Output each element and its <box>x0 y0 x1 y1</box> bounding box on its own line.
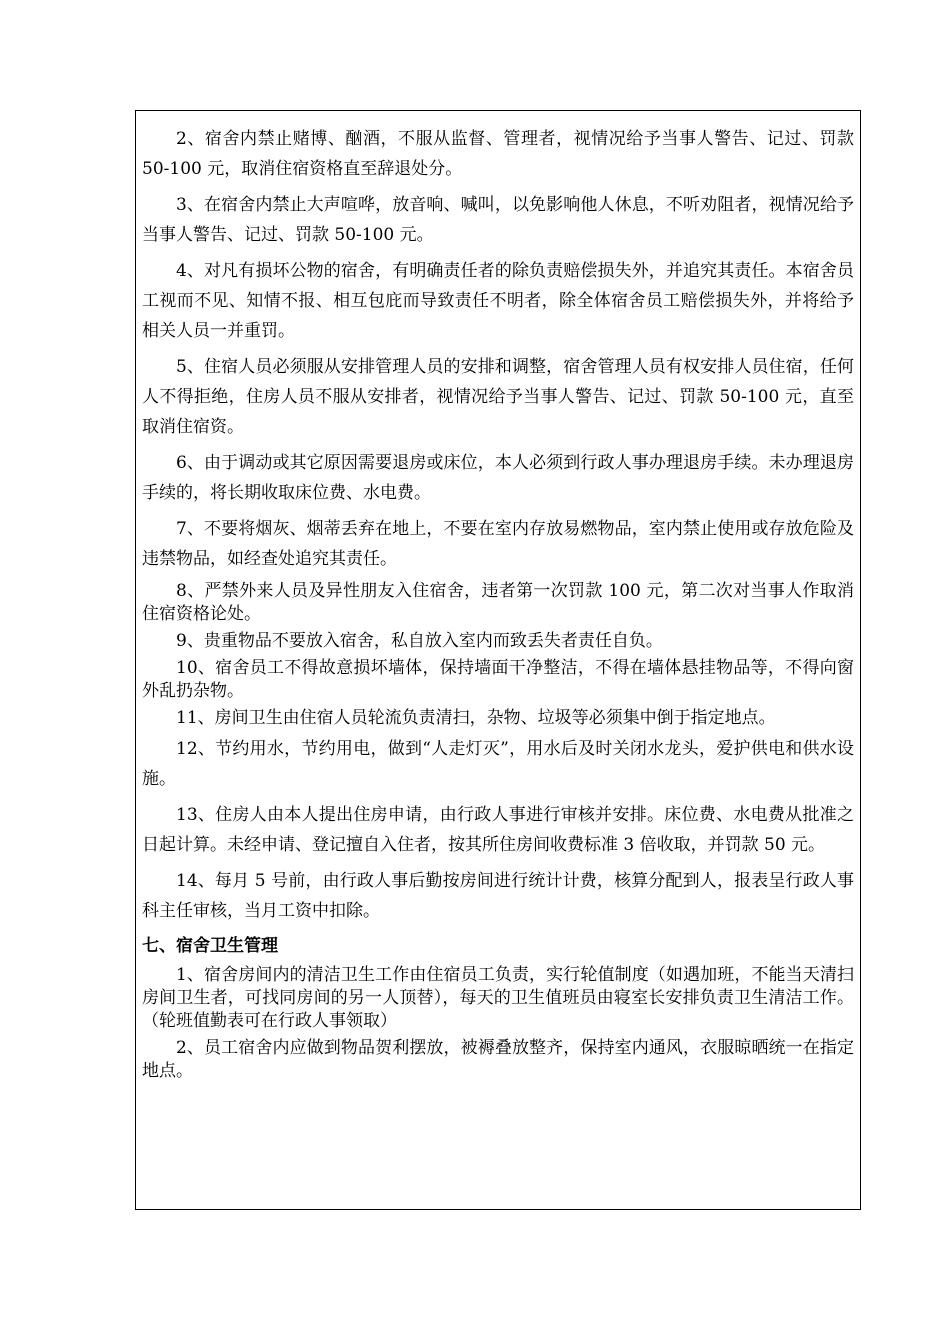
rule-paragraph: 12、节约用水，节约用电，做到“人走灯灭”，用水后及时关闭水龙头，爱护供电和供水设施。 <box>142 739 854 789</box>
rule-paragraph: 10、宿舍员工不得故意损坏墙体，保持墙面干净整洁，不得在墙体悬挂物品等，不得向窗外乱扔杂物。 <box>142 658 854 701</box>
rule-paragraph: 3、在宿舍内禁止大声喧哗，放音响、喊叫，以免影响他人休息，不听劝阻者，视情况给予当事人警告、记过、罚款 50-100 元。 <box>142 195 854 245</box>
section-title: 七、宿舍卫生管理 <box>142 936 278 956</box>
rule-paragraph: 9、贵重物品不要放入宿舍，私自放入室内而致丢失者责任自负。 <box>176 631 663 651</box>
rule-paragraph: 11、房间卫生由住宿人员轮流负责清扫，杂物、垃圾等必须集中倒于指定地点。 <box>176 708 776 728</box>
rule-paragraph: 5、住宿人员必须服从安排管理人员的安排和调整，宿舍管理人员有权安排人员住宿，任何人不得拒绝，住房人员不服从安排者，视情况给予当事人警告、记过、罚款 50-100 元，直至取消住宿资。 <box>142 357 854 437</box>
document-content <box>142 124 854 1087</box>
rule-paragraph: 6、由于调动或其它原因需要退房或床位，本人必须到行政人事办理退房手续。未办理退房手续的，将长期收取床位费、水电费。 <box>142 453 854 503</box>
section-paragraph: 2、员工宿舍内应做到物品贺利摆放，被褥叠放整齐，保持室内通风，衣服晾晒统一在指定地点。 <box>142 1038 854 1081</box>
rule-paragraph: 13、住房人由本人提出住房申请，由行政人事进行审核并安排。床位费、水电费从批准之日起计算。未经申请、登记擅自入住者，按其所住房间收费标准 3 倍收取，并罚款 50 元。 <box>142 805 854 855</box>
rule-paragraph: 14、每月 5 号前，由行政人事后勤按房间进行统计计费，核算分配到人，报表呈行政人事科主任审核，当月工资中扣除。 <box>142 871 854 921</box>
rule-paragraph: 2、宿舍内禁止赌博、酗酒，不服从监督、管理者，视情况给予当事人警告、记过、罚款 50-100 元，取消住宿资格直至辞退处分。 <box>142 129 854 179</box>
section-paragraph: 1、宿舍房间内的清洁卫生工作由住宿员工负责，实行轮值制度（如遇加班，不能当天清扫房间卫生者，可找同房间的另一人顶替），每天的卫生值班员由寝室长安排负责卫生清洁工作。（轮班值勤表可在行政人事领取） <box>142 965 854 1031</box>
rule-paragraph: 7、不要将烟灰、烟蒂丢弃在地上，不要在室内存放易燃物品，室内禁止使用或存放危险及违禁物品，如经查处追究其责任。 <box>142 519 854 569</box>
rule-paragraph: 4、对凡有损坏公物的宿舍，有明确责任者的除负责赔偿损失外，并追究其责任。本宿舍员工视而不见、知情不报、相互包庇而导致责任不明者，除全体宿舍员工赔偿损失外，并将给予相关人员一并重罚。 <box>142 261 854 341</box>
rule-paragraph: 8、严禁外来人员及异性朋友入住宿舍，违者第一次罚款 100 元，第二次对当事人作取消住宿资格论处。 <box>142 581 854 624</box>
